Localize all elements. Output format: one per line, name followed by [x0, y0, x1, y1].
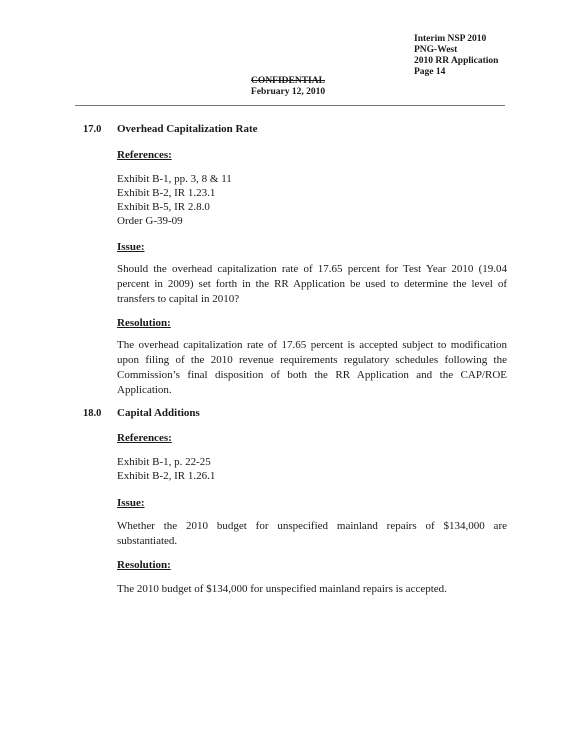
resolution-heading: Resolution: — [117, 317, 171, 329]
reference-item: Exhibit B-2, IR 1.23.1 — [117, 187, 216, 199]
references-heading: References: — [117, 432, 172, 444]
confidential-label: CONFIDENTIAL — [251, 76, 325, 86]
reference-item: Order G-39-09 — [117, 215, 183, 227]
header-line: PNG-West — [414, 45, 458, 55]
issue-heading: Issue: — [117, 241, 145, 253]
header-line: 2010 RR Application — [414, 56, 499, 66]
reference-item: Exhibit B-1, pp. 3, 8 & 11 — [117, 173, 232, 185]
issue-text: Whether the 2010 budget for unspecified mainland repairs of $134,000 are substantiated. — [117, 520, 507, 547]
references-heading: References: — [117, 149, 172, 161]
resolution-heading: Resolution: — [117, 559, 171, 571]
header-divider — [75, 105, 505, 106]
document-header-info — [414, 34, 498, 78]
section-number: 17.0 — [83, 124, 102, 135]
header-line: Interim NSP 2010 — [414, 34, 487, 44]
section-title: Capital Additions — [117, 407, 200, 419]
section-title: Overhead Capitalization Rate — [117, 123, 258, 135]
header-line: Page 14 — [414, 67, 446, 77]
reference-item: Exhibit B-2, IR 1.26.1 — [117, 470, 216, 482]
reference-item: Exhibit B-5, IR 2.8.0 — [117, 201, 210, 213]
issue-heading: Issue: — [117, 497, 145, 509]
document-date: February 12, 2010 — [250, 87, 326, 97]
references-list — [117, 172, 232, 228]
references-list — [117, 455, 215, 483]
confidential-header — [0, 76, 576, 98]
issue-text: Should the overhead capitalization rate of 17.65 percent for Test Year 2010 (19.04 percent in 2009) set forth in the RR Application be used to determine the level of transfers to capital in 2010? — [117, 263, 507, 305]
reference-item: Exhibit B-1, p. 22-25 — [117, 456, 211, 468]
resolution-text: The 2010 budget of $134,000 for unspecified mainland repairs is accepted. — [117, 583, 447, 595]
section-number: 18.0 — [83, 408, 102, 419]
resolution-text: The overhead capitalization rate of 17.65 percent is accepted subject to modification upon filing of the 2010 revenue requirements regulatory schedules following the Commission’s final disposition of both the RR Application and the CAP/ROE Application. — [117, 339, 507, 396]
